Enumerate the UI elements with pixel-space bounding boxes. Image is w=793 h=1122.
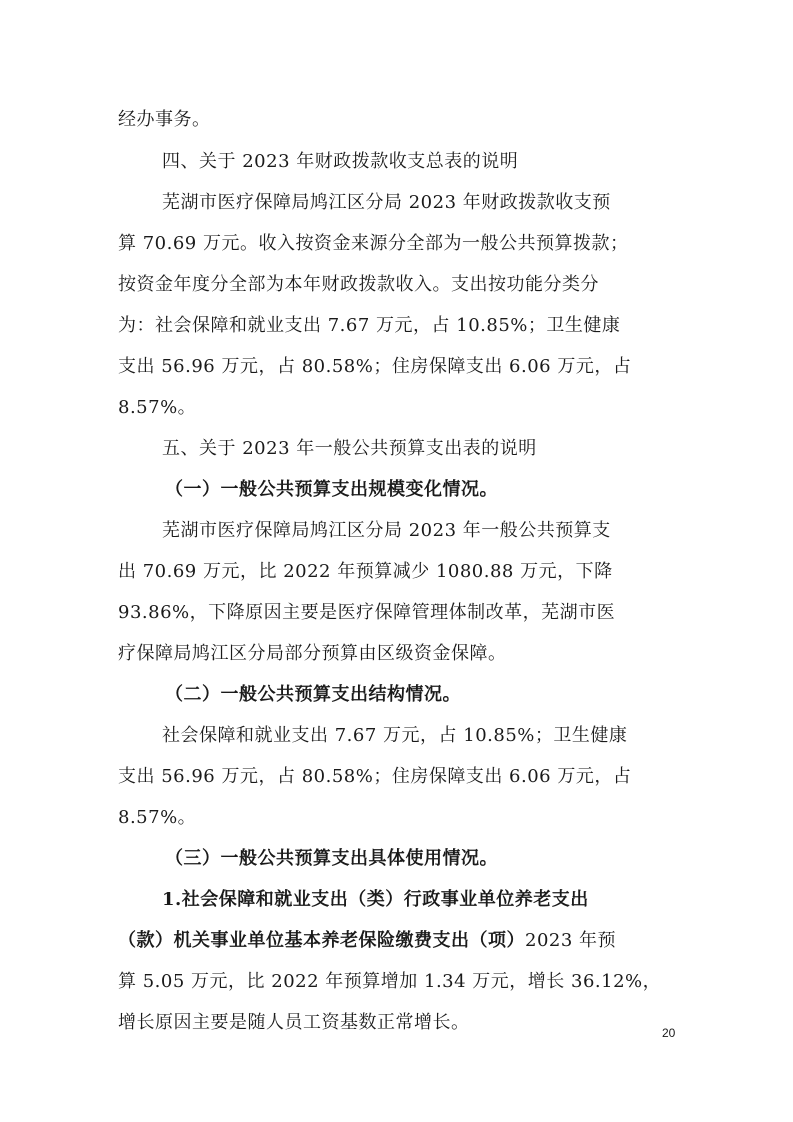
- paragraph-line: 算 5.05 万元，比 2022 年预算增加 1.34 万元，增长 36.12%，: [118, 971, 662, 992]
- paragraph-line-mixed: [118, 929, 678, 953]
- paragraph-line: 芜湖市医疗保障局鸠江区分局 2023 年财政拨款收支预: [162, 192, 611, 213]
- item-heading-1: 1.社会保障和就业支出（类）行政事业单位养老支出: [162, 889, 589, 910]
- paragraph-line: 8.57%。: [118, 807, 197, 828]
- section-heading-5: 五、关于 2023 年一般公共预算支出表的说明: [162, 438, 537, 459]
- page-number: 20: [662, 1026, 676, 1040]
- paragraph-line: 经办事务。: [118, 109, 211, 130]
- paragraph-line: 支出 56.96 万元，占 80.58%；住房保障支出 6.06 万元，占: [118, 356, 632, 377]
- subsection-heading-3: （三）一般公共预算支出具体使用情况。: [165, 848, 498, 869]
- section-heading-4: 四、关于 2023 年财政拨款收支总表的说明: [162, 151, 519, 172]
- paragraph-line: 算 70.69 万元。收入按资金来源分全部为一般公共预算拨款；: [118, 233, 629, 254]
- item-heading-continuation: （款）机关事业单位基本养老保险缴费支出（项）: [118, 930, 525, 951]
- paragraph-line: 支出 56.96 万元，占 80.58%；住房保障支出 6.06 万元，占: [118, 766, 632, 787]
- paragraph-line: 93.86%，下降原因主要是医疗保障管理体制改革，芜湖市医: [118, 602, 616, 623]
- paragraph-line: 按资金年度分全部为本年财政拨款收入。支出按功能分类分: [118, 274, 599, 295]
- paragraph-line: 8.57%。: [118, 397, 197, 418]
- subsection-heading-2: （二）一般公共预算支出结构情况。: [165, 684, 461, 705]
- subsection-heading-1: （一）一般公共预算支出规模变化情况。: [165, 479, 498, 500]
- paragraph-text: 2023 年预: [525, 930, 617, 951]
- paragraph-line: 增长原因主要是随人员工资基数正常增长。: [118, 1012, 470, 1033]
- paragraph-line: 出 70.69 万元，比 2022 年预算减少 1080.88 万元，下降: [118, 561, 613, 582]
- paragraph-line: 疗保障局鸠江区分局部分预算由区级资金保障。: [118, 643, 507, 664]
- paragraph-line: 为：社会保障和就业支出 7.67 万元，占 10.85%；卫生健康: [118, 315, 621, 336]
- paragraph-line: 芜湖市医疗保障局鸠江区分局 2023 年一般公共预算支: [162, 520, 611, 541]
- paragraph-line: 社会保障和就业支出 7.67 万元，占 10.85%；卫生健康: [162, 725, 628, 746]
